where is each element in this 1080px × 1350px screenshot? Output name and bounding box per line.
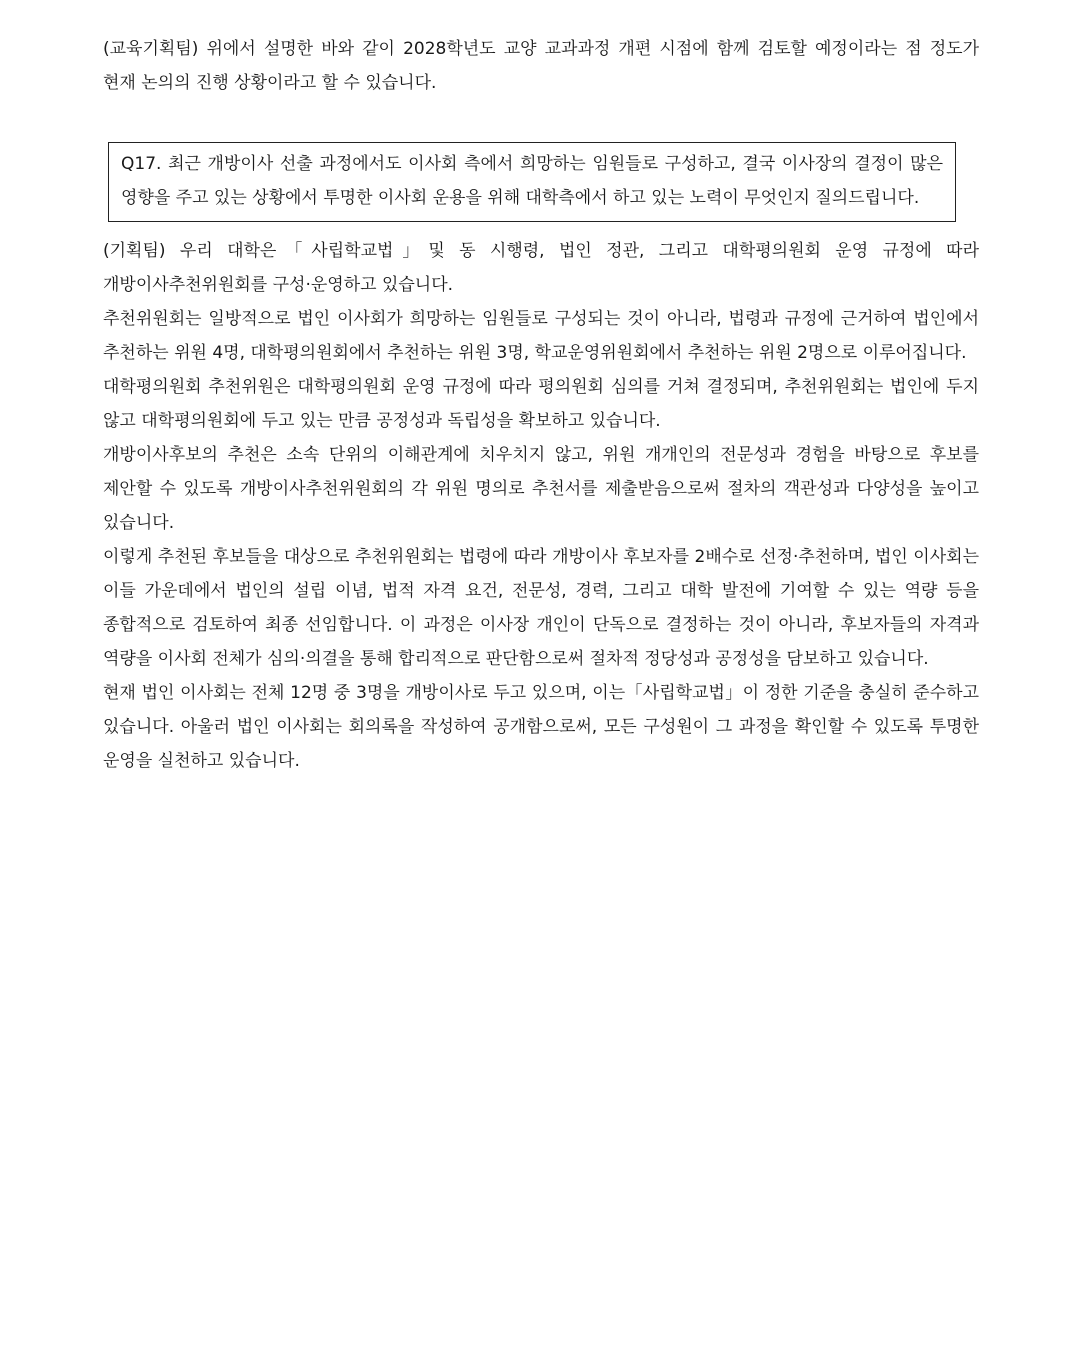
answer-paragraph: (기획팀) 우리 대학은「사립학교법」및 동 시행령, 법인 정관, 그리고 대학평의원회 운영 규정에 따라 개방이사추천위원회를 구성·운영하고 있습니다. — [103, 241, 979, 295]
answer-section — [103, 234, 979, 778]
answer-paragraph: 대학평의원회 추천위원은 대학평의원회 운영 규정에 따라 평의원회 심의를 거쳐 결정되며, 추천위원회는 법인에 두지 않고 대학평의원회에 두고 있는 만큼 공정성과 독립성을 확보하고 있습니다. — [103, 377, 979, 431]
answer-paragraph: 개방이사후보의 추천은 소속 단위의 이해관계에 치우치지 않고, 위원 개개인의 전문성과 경험을 바탕으로 후보를 제안할 수 있도록 개방이사추천위원회의 각 위원 명의로 추천서를 제출받음으로써 절차의 객관성과 다양성을 높이고 있습니다. — [103, 445, 979, 533]
question-text: Q17. 최근 개방이사 선출 과정에서도 이사회 측에서 희망하는 임원들로 구성하고, 결국 이사장의 결정이 많은 영향을 주고 있는 상황에서 투명한 이사회 운용을 위해 대학측에서 하고 있는 노력이 무엇인지 질의드립니다. — [121, 154, 943, 208]
answer-paragraph: 추천위원회는 일방적으로 법인 이사회가 희망하는 임원들로 구성되는 것이 아니라, 법령과 규정에 근거하여 법인에서 추천하는 위원 4명, 대학평의원회에서 추천하는 위원 3명, 학교운영위원회에서 추천하는 위원 2명으로 이루어집니다. — [103, 309, 979, 363]
answer-paragraph: 이렇게 추천된 후보들을 대상으로 추천위원회는 법령에 따라 개방이사 후보자를 2배수로 선정·추천하며, 법인 이사회는 이들 가운데에서 법인의 설립 이념, 법적 자격 요건, 전문성, 경력, 그리고 대학 발전에 기여할 수 있는 역량 등을 종합적으로 검토하여 최종 선임합니다. 이 과정은 이사장 개인이 단독으로 결정하는 것이 아니라, 후보자들의 자격과 역량을 이사회 전체가 심의·의결을 통해 합리적으로 판단함으로써 절차적 정당성과 공정성을 담보하고 있습니다. — [103, 547, 979, 669]
intro-paragraph: (교육기획팀) 위에서 설명한 바와 같이 2028학년도 교양 교과과정 개편 시점에 함께 검토할 예정이라는 점 정도가 현재 논의의 진행 상황이라고 할 수 있습니다. — [103, 39, 979, 93]
question-box — [108, 142, 956, 222]
document-page — [103, 32, 979, 778]
answer-paragraph: 현재 법인 이사회는 전체 12명 중 3명을 개방이사로 두고 있으며, 이는「사립학교법」이 정한 기준을 충실히 준수하고 있습니다. 아울러 법인 이사회는 회의록을 작성하여 공개함으로써, 모든 구성원이 그 과정을 확인할 수 있도록 투명한 운영을 실천하고 있습니다. — [103, 683, 979, 771]
